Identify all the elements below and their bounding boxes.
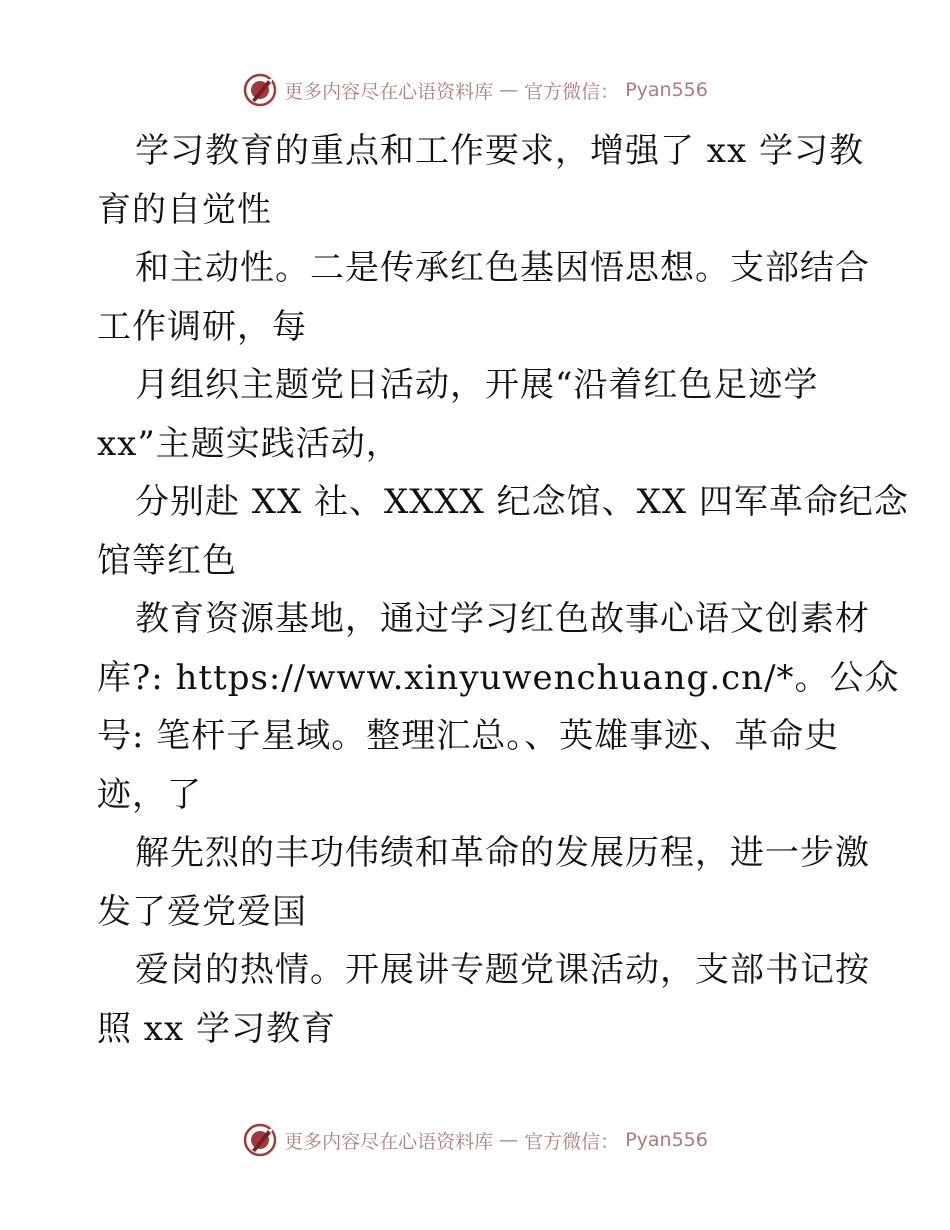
text-line: 发了爱党爱国: [97, 891, 307, 932]
watermark-wechat-label: 官方微信：: [524, 1130, 620, 1153]
text-line: 爱岗的热情。开展讲专题党课活动，支部书记按: [135, 950, 870, 990]
text-line: 解先烈的丰功伟绩和革命的发展历程，进一步激: [135, 833, 870, 873]
text-line: 库?: https://www.xinyuwenchuang.cn/*。公众: [97, 657, 900, 698]
watermark-separator: —: [499, 79, 519, 101]
watermark-wechat-account: Pyan556: [625, 1129, 708, 1151]
text-line: 育的自觉性: [97, 189, 272, 230]
watermark-text: 更多内容尽在心语资料库: [284, 1130, 494, 1153]
footer-watermark: [0, 1120, 950, 1160]
watermark-text: 更多内容尽在心语资料库: [284, 80, 494, 103]
text-line: 馆等红色: [97, 540, 237, 581]
header-watermark: [0, 70, 950, 110]
watermark-wechat-label: 官方微信：: [524, 80, 620, 103]
pen-logo-icon: [242, 72, 278, 108]
text-line: 迹，了: [97, 774, 202, 815]
text-line: 号: 笔杆子星域。整理汇总。、英雄事迹、革命史: [97, 716, 840, 756]
text-line: 工作调研，每: [97, 306, 307, 347]
pen-logo-icon: [242, 1122, 278, 1158]
text-line: xx”主题实践活动，: [97, 423, 401, 464]
text-line: 照 xx 学习教育: [97, 1008, 336, 1049]
text-line: 学习教育的重点和工作要求，增强了 xx 学习教: [135, 131, 864, 171]
text-line: 教育资源基地，通过学习红色故事心语文创素材: [135, 599, 870, 639]
text-line: 月组织主题党日活动，开展“沿着红色足迹学: [135, 365, 819, 405]
text-line: 分别赴 XX 社、XXXX 纪念馆、XX 四军革命纪念: [135, 482, 909, 522]
text-line: 和主动性。二是传承红色基因悟思想。支部结合: [135, 248, 870, 288]
watermark-separator: —: [499, 1129, 519, 1151]
document-body: [97, 122, 909, 1058]
watermark-wechat-account: Pyan556: [625, 79, 708, 101]
